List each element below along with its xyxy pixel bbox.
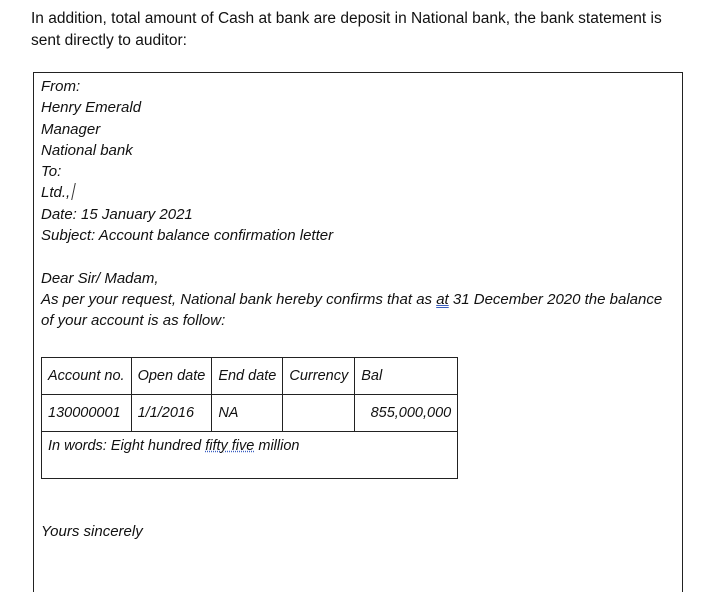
header-open-date: Open date (131, 358, 212, 395)
table-header-row (42, 358, 458, 395)
letter-subject: Subject: Account balance confirmation letter (41, 227, 334, 245)
blank-line (41, 246, 671, 267)
intro-paragraph: In addition, total amount of Cash at bank are deposit in National bank, the bank statement is sent directly to auditor: (31, 10, 662, 49)
recipient-line[interactable] (41, 182, 671, 203)
body-post: 31 December 2020 the balance of your account is as follow: (41, 290, 663, 330)
cell-account-no: 130000001 (42, 395, 132, 432)
header-end-date: End date (212, 358, 283, 395)
salutation: Dear Sir/ Madam, (41, 269, 159, 287)
cell-end-date: NA (212, 395, 283, 432)
body-at-flagged: at (436, 290, 449, 308)
cell-currency (283, 395, 355, 432)
text-cursor (71, 183, 76, 200)
letter-text (41, 76, 671, 332)
body-pre: As per your request, National bank hereby confirms that as (41, 290, 437, 308)
table-row (42, 395, 458, 432)
letter-date: Date: 15 January 2021 (41, 205, 193, 223)
table-words-row (42, 432, 458, 479)
from-label: From: (41, 78, 81, 95)
words-pre: In words: Eight hundred (48, 438, 206, 454)
account-table (41, 357, 458, 479)
header-account-no: Account no. (42, 358, 132, 395)
words-post: million (254, 438, 300, 454)
sender-title: Manager (41, 120, 101, 138)
to-label: To: (41, 163, 62, 181)
letter-body (41, 289, 671, 332)
header-currency: Currency (283, 358, 355, 395)
amount-in-words (42, 432, 458, 479)
confirmation-letter-box (33, 72, 683, 592)
cell-bal: 855,000,000 (355, 395, 458, 432)
header-bal: Bal (355, 358, 458, 395)
recipient: Ltd., (41, 184, 71, 202)
words-mid-flagged: fifty five (205, 438, 255, 454)
closing: Yours sincerely (41, 523, 143, 540)
sender-organization: National bank (41, 141, 133, 159)
cell-open-date: 1/1/2016 (131, 395, 212, 432)
sender-name: Henry Emerald (41, 99, 142, 117)
